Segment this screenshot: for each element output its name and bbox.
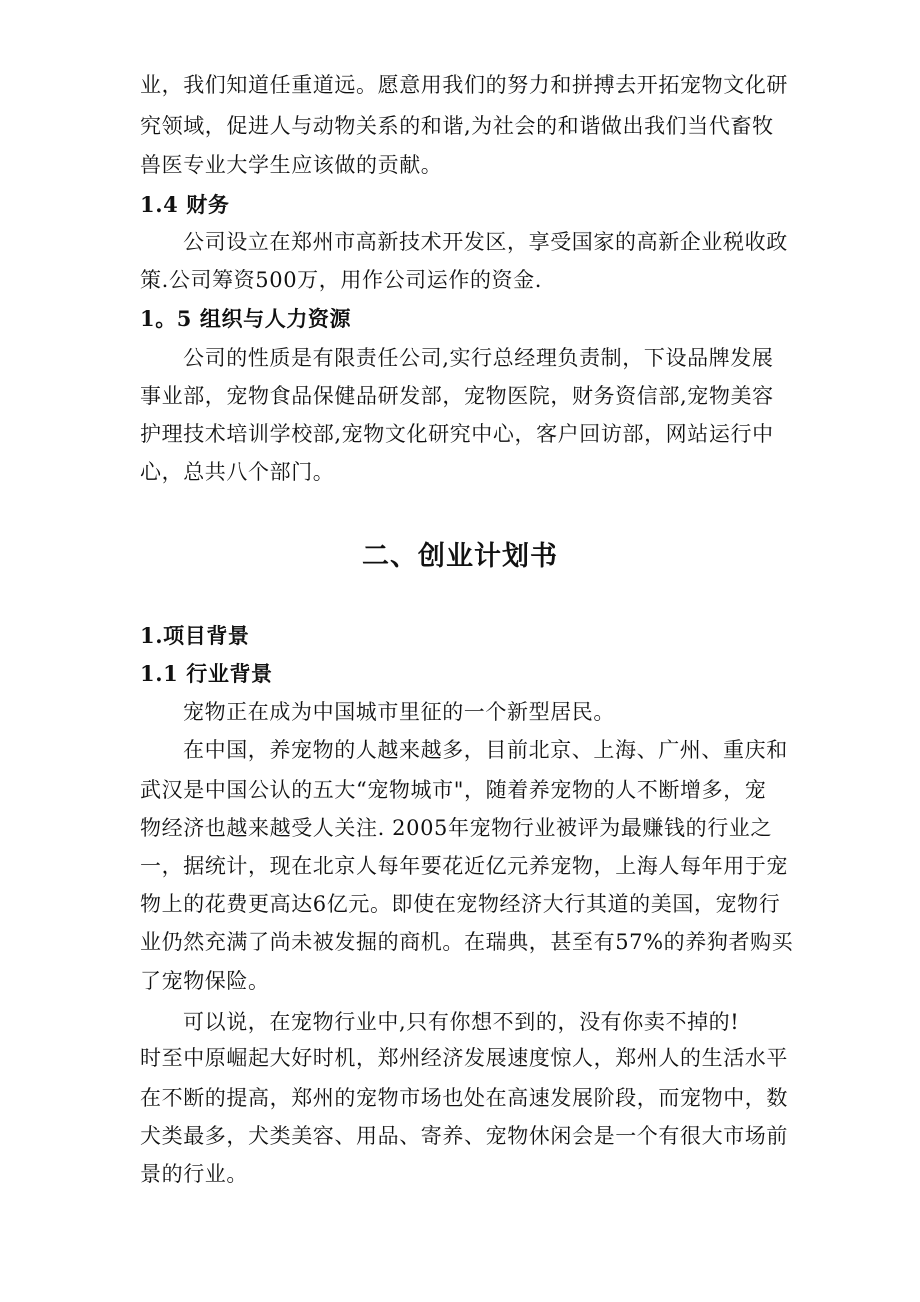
section-title: 二、创业计划书 <box>362 541 558 572</box>
paragraph-line: 一，据统计，现在北京人每年要花近亿元养宠物，上海人每年用于宠 <box>140 854 788 878</box>
paragraph-line: 宠物正在成为中国城市里征的一个新型居民。 <box>183 700 615 724</box>
paragraph-line: 物上的花费更高达6亿元。即使在宠物经济大行其道的美国，宠物行 <box>140 892 781 916</box>
industry-background-heading: 1.1 行业背景 <box>140 661 273 686</box>
paragraph-line: 究领域，促进人与动物关系的和谐,为社会的和谐做出我们当代畜牧 <box>140 114 774 138</box>
paragraph-line: 护理技术培训学校部,宠物文化研究中心，客户回访部，网站运行中 <box>140 422 774 446</box>
paragraph-line: 兽医专业大学生应该做的贡献。 <box>140 153 443 177</box>
paragraph-line: 业，我们知道任重道远。愿意用我们的努力和拼搏去开拓宠物文化研 <box>140 73 788 97</box>
paragraph-line: 事业部，宠物食品保健品研发部，宠物医院，财务资信部,宠物美容 <box>140 384 774 408</box>
paragraph-line: 在不断的提高，郑州的宠物市场也处在高速发展阶段，而宠物中，数 <box>140 1086 788 1110</box>
paragraph-line: 公司的性质是有限责任公司,实行总经理负责制，下设品牌发展 <box>183 346 774 370</box>
paragraph-line: 时至中原崛起大好时机，郑州经济发展速度惊人，郑州人的生活水平 <box>140 1046 788 1070</box>
paragraph-line: 心，总共八个部门。 <box>140 460 335 484</box>
paragraph-line: 业仍然充满了尚未被发掘的商机。在瑞典，甚至有57%的养狗者购买 <box>140 930 794 954</box>
paragraph-line: 物经济也越来越受人关注. 2005年宠物行业被评为最赚钱的行业之 <box>140 816 772 840</box>
paragraph-line: 策.公司筹资500万，用作公司运作的资金. <box>140 268 543 292</box>
paragraph-line: 犬类最多，犬类美容、用品、寄养、宠物休闲会是一个有很大市场前 <box>140 1124 788 1148</box>
paragraph-line: 武汉是中国公认的五大“宠物城市"，随着养宠物的人不断增多，宠 <box>140 778 767 802</box>
paragraph-line: 公司设立在郑州市高新技术开发区，享受国家的高新企业税收政 <box>183 230 788 254</box>
organization-heading: 1。5 组织与人力资源 <box>140 306 352 331</box>
paragraph-line: 景的行业。 <box>140 1162 248 1186</box>
paragraph-line: 了宠物保险。 <box>140 969 270 993</box>
paragraph-line: 在中国，养宠物的人越来越多，目前北京、上海、广州、重庆和 <box>183 738 788 762</box>
paragraph-line: 可以说，在宠物行业中,只有你想不到的，没有你卖不掉的! <box>183 1010 740 1034</box>
finance-heading: 1.4 财务 <box>140 192 230 217</box>
project-background-heading: 1.项目背景 <box>140 623 250 648</box>
